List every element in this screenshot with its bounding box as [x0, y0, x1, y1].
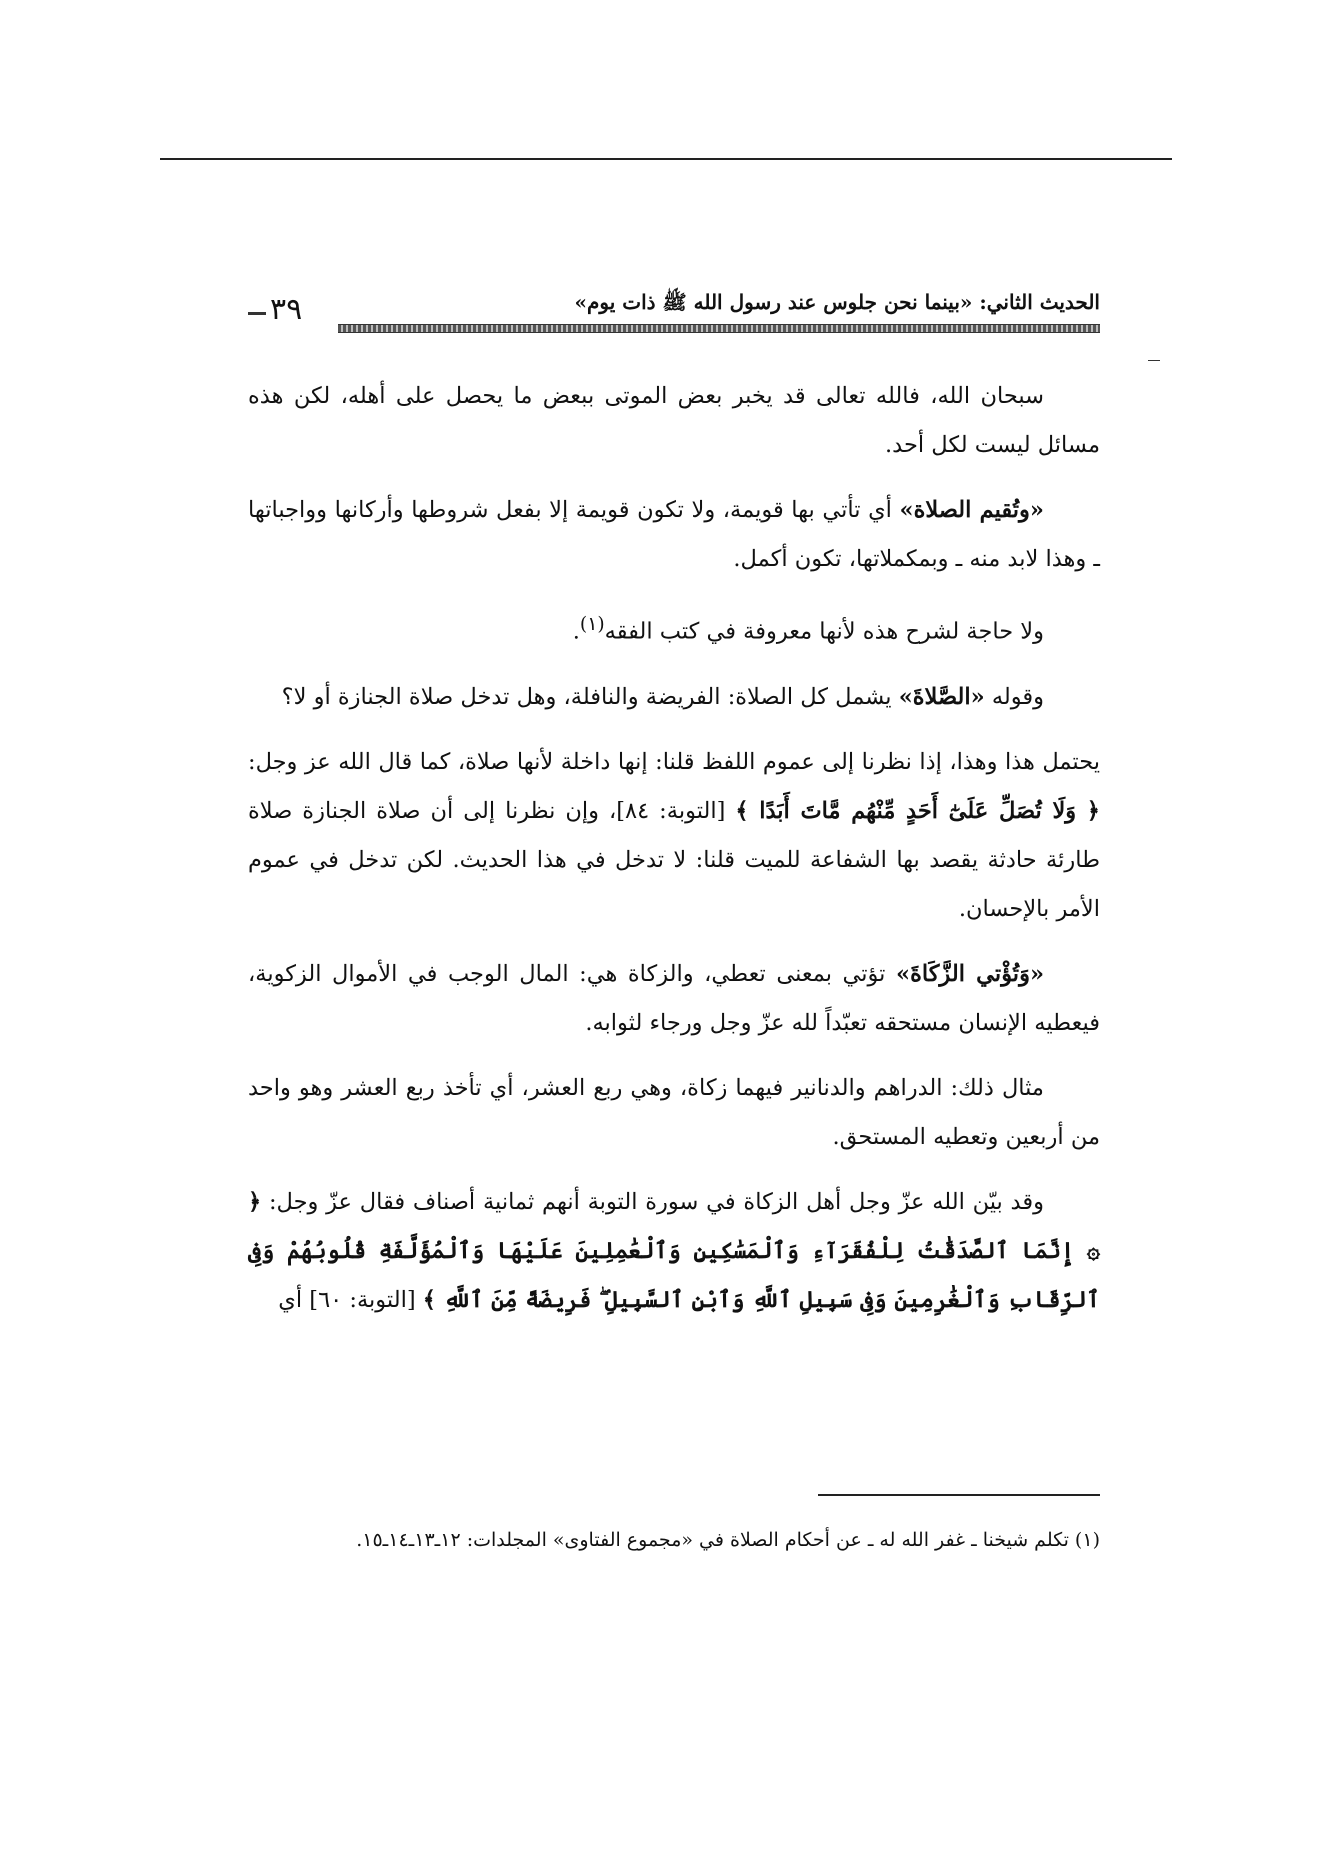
paragraph-5-text-a: يحتمل هذا وهذا، إذا نظرنا إلى عموم اللفظ قلنا: إنها داخلة لأنها صلاة، كما قال الله عز وجل:: [248, 748, 1100, 775]
footnote-ref: (١): [579, 614, 605, 635]
header-ornament-band: [338, 324, 1100, 333]
paragraph-6-text: تؤتي بمعنى تعطي، والزكاة هي: المال الوجب في الأموال الزكوية، فيعطيه الإنسان مستحقه تعبّداً لله عزّ وجل ورجاء لثوابه.: [248, 960, 1100, 1036]
paragraph-4: [248, 673, 1100, 722]
running-header: [248, 282, 1100, 340]
quran-verse-tawbah-60: ﴿ ۞ إِنَّمَا ٱلصَّدَقَٰتُ لِلْفُقَرَآءِ وَٱلْمَسَٰكِينِ وَٱلْعَٰمِلِينَ عَلَيْهَا وَٱلْمُؤَلَّفَةِ قُلُوبُهُمْ وَفِى ٱلرِّقَابِ وَٱلْغَٰرِمِينَ وَفِى سَبِيلِ ٱللَّهِ وَٱبْنِ ٱلسَّبِيلِ ۖ فَرِيضَةً مِّنَ ٱللَّهِ ﴾: [248, 1188, 1100, 1313]
margin-tick: [1148, 360, 1160, 361]
paragraph-4-text: يشمل كل الصلاة: الفريضة والنافلة، وهل تدخل صلاة الجنازة أو لا؟: [281, 683, 899, 710]
footnote: [240, 1520, 1100, 1560]
paragraph-8: [248, 1178, 1100, 1325]
term-salah: «الصَّلاةَ»: [898, 683, 985, 710]
paragraph-6: [248, 950, 1100, 1048]
paragraph-4-lead: وقوله: [984, 683, 1044, 710]
paragraph-8-text-a: وقد بيّن الله عزّ وجل أهل الزكاة في سورة التوبة أنهم ثمانية أصناف فقال عزّ وجل:: [261, 1188, 1044, 1215]
running-title: الحديث الثاني: «بينما نحن جلوس عند رسول الله ﷺ ذات يوم»: [574, 290, 1100, 314]
paragraph-1: سبحان الله، فالله تعالى قد يخبر بعض الموتى ببعض ما يحصل على أهله، لكن هذه مسائل ليست لكل أحد.: [248, 383, 1100, 458]
paragraph-2: [248, 486, 1100, 584]
paragraph-3-end: .: [572, 618, 580, 645]
quran-verse-tawbah-84: ﴿ وَلَا تُصَلِّ عَلَىٰٓ أَحَدٍ مِّنْهُم مَّاتَ أَبَدًا ﴾: [735, 797, 1100, 824]
paragraph-7: مثال ذلك: الدراهم والدنانير فيهما زكاة، وهي ربع العشر، أي تأخذ ربع العشر وهو واحد من أربعين وتعطيه المستحق.: [248, 1074, 1100, 1150]
footnote-rule: [818, 1494, 1100, 1496]
paragraph-3: [248, 600, 1100, 657]
paragraph-3-text: ولا حاجة لشرح هذه لأنها معروفة في كتب الفقه: [604, 618, 1044, 645]
paragraph-5-text-b: [التوبة: ٨٤]، وإن نظرنا إلى أن صلاة الجنازة صلاة طارئة حادثة يقصد بها الشفاعة للميت قلنا: لا تدخل في هذا الحديث. لكن تدخل في عموم الأمر بالإحسان.: [248, 797, 1100, 922]
paragraph-2-text: أي تأتي بها قويمة، ولا تكون قويمة إلا بفعل شروطها وأركانها وواجباتها ـ وهذا لابد منه ـ وبمكملاتها، تكون أكمل.: [248, 497, 1100, 572]
page-number-dash: [248, 312, 266, 315]
footnote-1: (١) تكلم شيخنا ـ غفر الله له ـ عن أحكام الصلاة في «مجموع الفتاوى» المجلدات: ١٢ـ١٣ـ١٤ـ١٥.: [356, 1529, 1100, 1551]
body-text: [248, 372, 1100, 1341]
paragraph-5: [248, 738, 1100, 934]
top-rule: [160, 158, 1172, 160]
term-prayer: «وتُقيم الصلاة»: [899, 497, 1044, 523]
page-number: ٣٩: [270, 292, 303, 327]
term-zakat: «وَتُؤْتي الزَّكَاةَ»: [896, 960, 1045, 987]
paragraph-8-text-b: [التوبة: ٦٠] أي: [278, 1286, 423, 1313]
